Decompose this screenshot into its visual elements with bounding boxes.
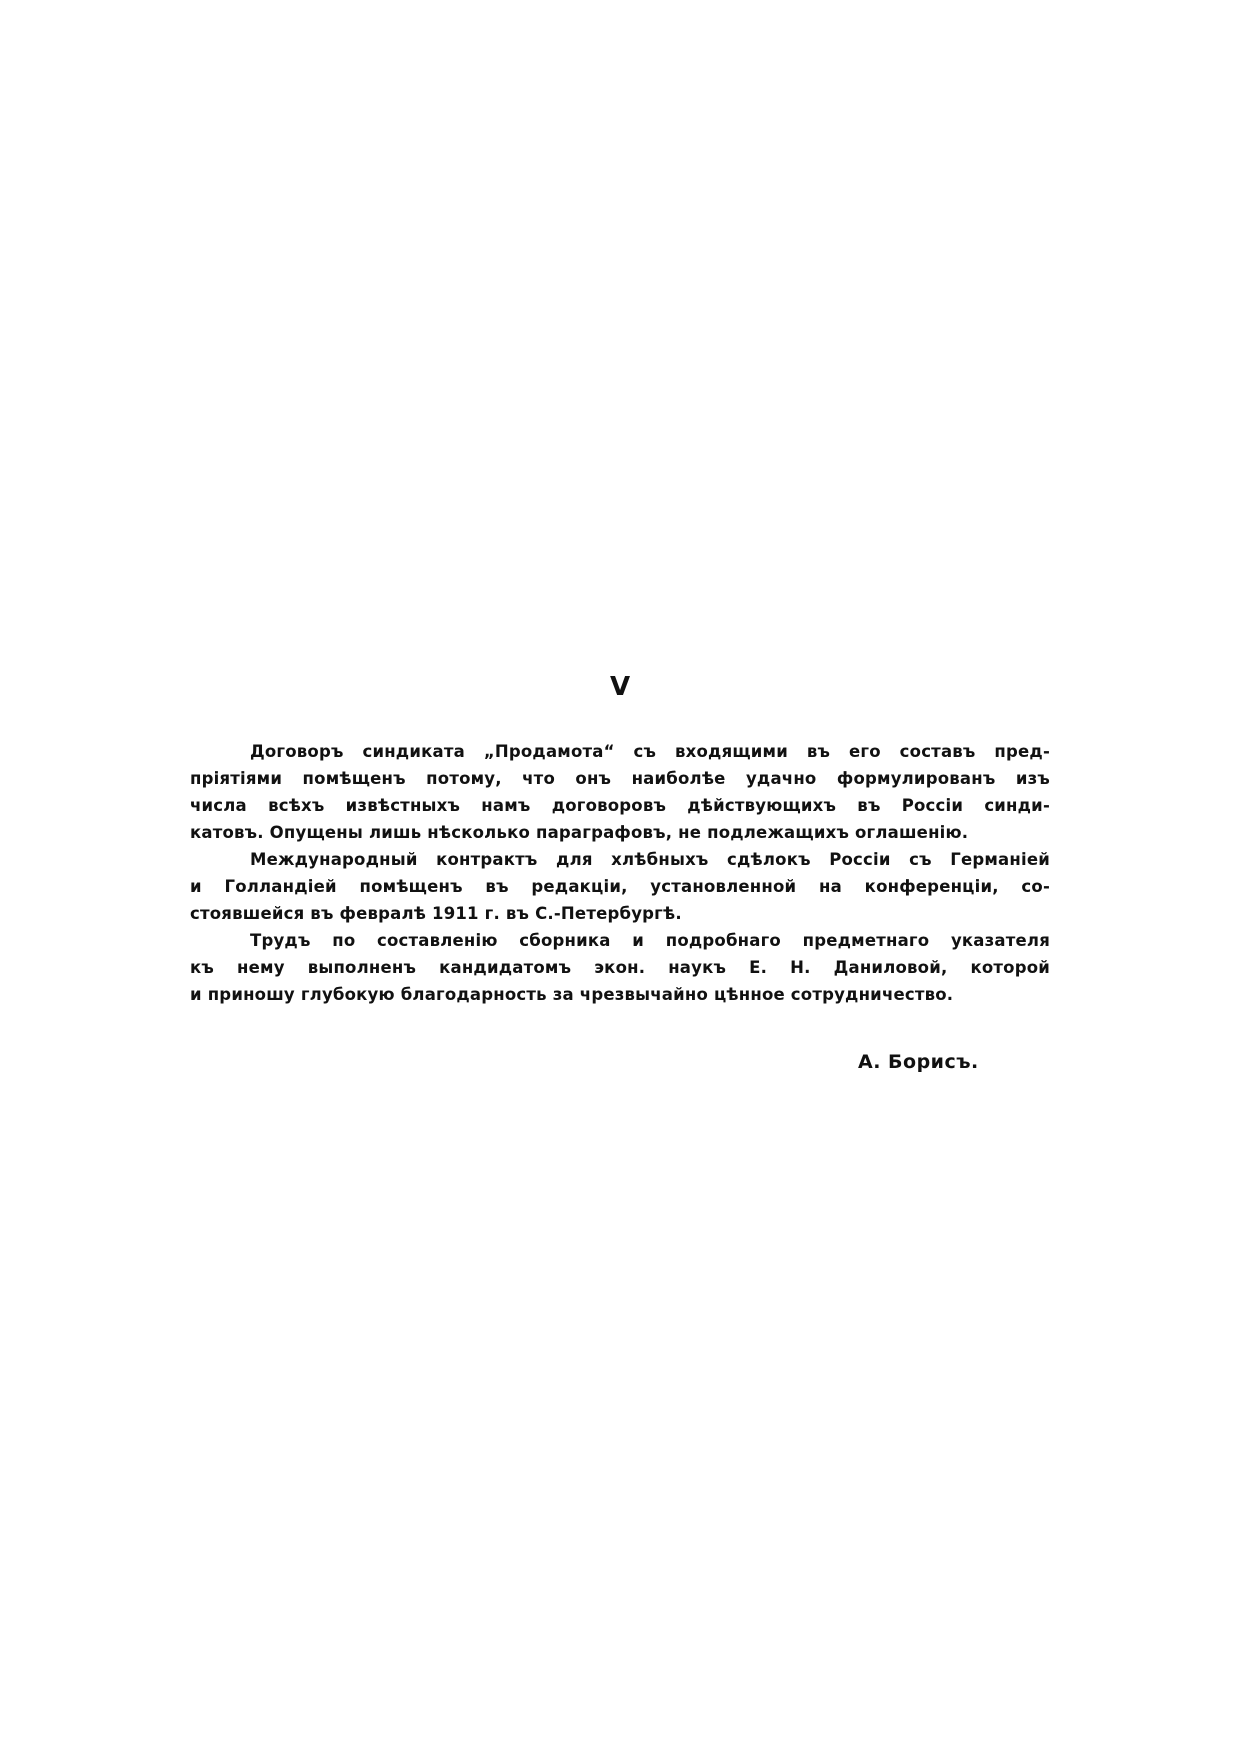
paragraph-1-line-3: числа всѣхъ извѣстныхъ намъ договоровъ дѣйствующихъ въ Россіи синди- (190, 796, 1050, 815)
paragraph-2-line-2: и Голландіей помѣщенъ въ редакціи, установленной на конференціи, со- (190, 877, 1050, 896)
paragraph-2-line-3: стоявшейся въ февралѣ 1911 г. въ С.-Петербургѣ. (190, 904, 682, 923)
paragraph-3-line-2: къ нему выполненъ кандидатомъ экон. наукъ Е. Н. Даниловой, которой (190, 958, 1050, 977)
preface-text (190, 738, 1050, 1008)
author-signature: А. Борисъ. (858, 1051, 979, 1073)
paragraph-2-line-1: Международный контрактъ для хлѣбныхъ сдѣлокъ Россіи съ Германіей (250, 850, 1050, 869)
paragraph-1-line-2: пріятіями помѣщенъ потому, что онъ наиболѣе удачно формулированъ изъ (190, 769, 1050, 788)
paragraph-3-line-1: Трудъ по составленію сборника и подробнаго предметнаго указателя (250, 931, 1050, 950)
paragraph-1-line-4: катовъ. Опущены лишь нѣсколько параграфовъ, не подлежащихъ оглашенію. (190, 823, 969, 842)
paragraph-3-line-3: и приношу глубокую благодарность за чрезвычайно цѣнное сотрудничество. (190, 985, 954, 1004)
page-number: V (609, 672, 632, 702)
paragraph-1-line-1: Договоръ синдиката „Продамота“ съ входящими въ его составъ пред- (250, 742, 1050, 761)
